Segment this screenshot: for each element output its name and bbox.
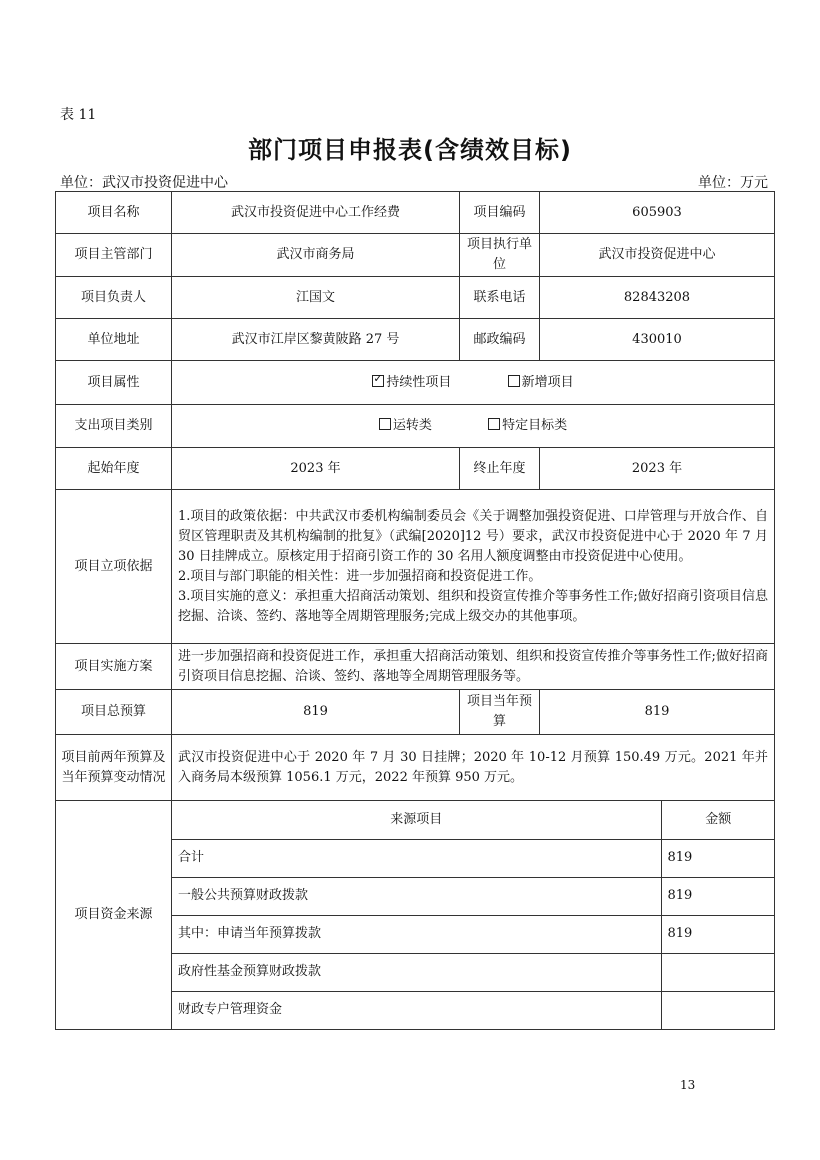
project-table <box>55 191 775 1030</box>
checkbox-icon[interactable] <box>379 418 391 430</box>
checkbox-icon[interactable] <box>488 418 500 430</box>
fund-row-amount: 819 <box>661 877 775 915</box>
category-option-label: 特定目标类 <box>502 418 568 433</box>
fund-row <box>172 839 775 877</box>
attr-option-new[interactable] <box>508 373 574 393</box>
category-label: 支出项目类别 <box>56 405 172 448</box>
fund-row-name: 其中：申请当年预算拨款 <box>172 915 661 953</box>
year-budget-label: 项目当年预算 <box>460 690 540 735</box>
fund-row-amount: 819 <box>661 915 775 953</box>
change-content: 武汉市投资促进中心于 2020 年 7 月 30 日挂牌；2020 年 10-12 月预算 150.49 万元。2021 年并入商务局本级预算 1056.1 万元，2022 年预算 950 万元。 <box>172 735 775 801</box>
page-number: 13 <box>680 1078 696 1092</box>
category-option-label: 运转类 <box>392 418 432 433</box>
fund-row-amount: 819 <box>661 839 775 877</box>
table-row <box>56 690 775 735</box>
exec-unit: 武汉市投资促进中心 <box>540 234 775 277</box>
fund-row <box>172 953 775 991</box>
attr-option-label: 持续性项目 <box>386 374 452 390</box>
fund-col-source: 来源项目 <box>172 801 661 839</box>
unit-right: 单位：万元 <box>698 175 768 191</box>
plan-content: 进一步加强招商和投资促进工作，承担重大招商活动策划、组织和投资宣传推介等事务性工作;做好招商引资项目信息挖掘、洽谈、签约、落地等全周期管理服务等。 <box>172 644 775 690</box>
total-budget-label: 项目总预算 <box>56 690 172 735</box>
address: 武汉市江岸区黎黄陂路 27 号 <box>172 319 460 361</box>
end-year: 2023 年 <box>540 448 775 490</box>
fund-row-name: 合计 <box>172 839 661 877</box>
basis-item-2: 2.项目与部门职能的相关性：进一步加强招商和投资促进工作。 <box>178 568 542 584</box>
postcode: 430010 <box>540 319 775 361</box>
dept: 武汉市商务局 <box>172 234 460 277</box>
fund-row <box>172 877 775 915</box>
year-budget: 819 <box>540 690 775 735</box>
project-code-label: 项目编码 <box>460 192 540 234</box>
phone: 82843208 <box>540 277 775 319</box>
category-option-specific[interactable] <box>488 416 567 436</box>
project-name-label: 项目名称 <box>56 192 172 234</box>
fund-row-amount <box>661 991 775 1029</box>
table-row <box>56 490 775 644</box>
leader-label: 项目负责人 <box>56 277 172 319</box>
basis-item-3: 3.项目实施的意义：承担重大招商活动策划、组织和投资宣传推介等事务性工作;做好招商引资项目信息挖掘、洽谈、签约、落地等全周期管理服务;完成上级交办的其他事项。 <box>178 588 768 624</box>
fund-row-name: 财政专户管理资金 <box>172 991 661 1029</box>
page-title: 部门项目申报表(含绩效目标) <box>248 136 572 164</box>
attr-option-label: 新增项目 <box>521 374 574 390</box>
unit-left: 单位：武汉市投资促进中心 <box>60 175 228 191</box>
basis-label: 项目立项依据 <box>56 490 172 644</box>
fund-col-amount: 金额 <box>661 801 775 839</box>
fund-row-name: 一般公共预算财政拨款 <box>172 877 661 915</box>
table-row <box>56 735 775 801</box>
basis-item-1: 1.项目的政策依据：中共武汉市委机构编制委员会《关于调整加强投资促进、口岸管理与开放合作、自贸区管理职责及其机构编制的批复》（武编[2020]12 号）要求，武汉市投资促进中心于 2020 年 7 月 30 日挂牌成立。原核定用于招商引资工作的 30 名用人额度调整由市投资促进中心使用。 <box>178 508 768 564</box>
fund-row <box>172 915 775 953</box>
table-row <box>56 801 775 1030</box>
table-row <box>56 192 775 234</box>
fund-row-name: 政府性基金预算财政拨款 <box>172 953 661 991</box>
fund-header-row <box>172 801 775 839</box>
dept-label: 项目主管部门 <box>56 234 172 277</box>
table-label: 表 11 <box>60 107 97 123</box>
checkbox-icon[interactable] <box>508 375 520 387</box>
change-label: 项目前两年预算及当年预算变动情况 <box>56 735 172 801</box>
fund-source-label: 项目资金来源 <box>56 801 172 1030</box>
category-option-operation[interactable] <box>379 416 432 436</box>
start-year-label: 起始年度 <box>56 448 172 490</box>
attr-label: 项目属性 <box>56 361 172 405</box>
table-row <box>56 448 775 490</box>
table-row <box>56 234 775 277</box>
leader: 江国文 <box>172 277 460 319</box>
basis-content <box>172 490 775 644</box>
table-row <box>56 277 775 319</box>
project-name: 武汉市投资促进中心工作经费 <box>172 192 460 234</box>
exec-unit-label: 项目执行单位 <box>460 234 540 277</box>
attr-option-continuing[interactable] <box>372 373 451 393</box>
table-row <box>56 644 775 690</box>
table-row <box>56 405 775 448</box>
category-options <box>172 405 775 448</box>
checked-checkbox-icon[interactable] <box>372 375 384 387</box>
table-row <box>56 319 775 361</box>
plan-label: 项目实施方案 <box>56 644 172 690</box>
address-label: 单位地址 <box>56 319 172 361</box>
fund-row <box>172 991 775 1029</box>
fund-source-table-cell <box>172 801 775 1030</box>
attr-options <box>172 361 775 405</box>
project-code: 605903 <box>540 192 775 234</box>
start-year: 2023 年 <box>172 448 460 490</box>
total-budget: 819 <box>172 690 460 735</box>
end-year-label: 终止年度 <box>460 448 540 490</box>
fund-row-amount <box>661 953 775 991</box>
postcode-label: 邮政编码 <box>460 319 540 361</box>
phone-label: 联系电话 <box>460 277 540 319</box>
fund-source-table <box>172 801 775 1029</box>
table-row <box>56 361 775 405</box>
